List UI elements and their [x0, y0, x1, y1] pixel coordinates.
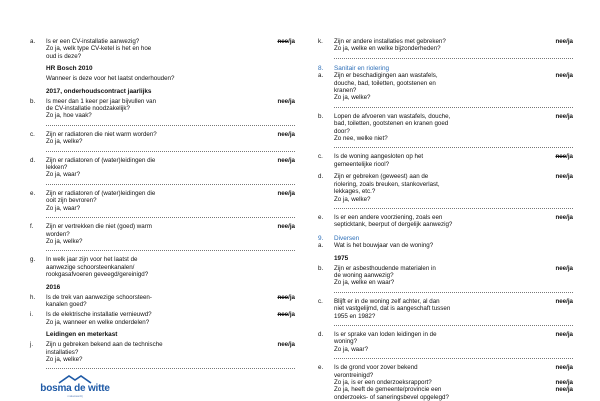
year-answer: 1975: [334, 254, 349, 262]
answer-nee-ja: nee/ja: [277, 293, 295, 301]
answer-line: [46, 179, 295, 185]
year-answer: 2016: [46, 283, 61, 291]
answer-line: [46, 146, 295, 152]
answer-nee-ja: nee/ja: [277, 38, 295, 45]
question-beschadigingen: a. Zijn er beschadigingen aan wastafels, douche, bad, toiletten, gootstenen en kranen? Zo ja, welke? nee/ja: [318, 72, 573, 102]
answer-nee-ja: nee/ja: [555, 72, 573, 80]
answer-nee-ja: nee/ja nee/ja nee/ja: [555, 364, 573, 394]
question-riool: c. Is de woning aangesloten op het gemeentelijke riool? nee/ja: [318, 153, 573, 168]
question-bevroren: e. Zijn er radiatoren of (water)leidingen die ooit zijn bevroren? Zo ja, waar? nee/ja: [30, 189, 295, 212]
answer-line: [334, 102, 573, 108]
question-asbest: b. Zijn er asbesthoudende materialen in de woning aanwezig? Zo ja, welke en waar? nee/ja: [318, 264, 573, 287]
answer-nee-ja: nee/ja: [277, 97, 295, 105]
question-gebreken-installaties: j. Zijn u gebreken bekend aan de technische installaties? Zo ja, welke? nee/ja: [30, 341, 295, 363]
question-1955-1982: c. Blijft er in de woning zelf achter, al dan niet vastgelijmd, dat is aangeschaft tussen 1955 en 1982? nee/ja: [318, 297, 573, 320]
answer-nee-ja: nee/ja: [277, 189, 295, 197]
question-riolering-gebreken: d. Zijn er gebreken (geweest) aan de riolering, zoals breuken, stankoverlast, lekkages, etc.? Zo ja, welke? nee/ja: [318, 173, 573, 203]
question-radiatoren-warm: c. Zijn er radiatoren die niet warm worden? Zo ja, welke? nee/ja: [30, 130, 295, 146]
answer-nee-ja: nee/ja: [555, 173, 573, 181]
question-bijvullen: b. Is meer dan 1 keer per jaar bijvullen van de CV-installatie noodzakelijk? Zo ja, hoe vaak? nee/ja: [30, 97, 295, 120]
answer-nee-ja: nee/ja: [555, 297, 573, 305]
answer-line: [334, 142, 573, 148]
company-logo: [20, 374, 130, 398]
answer-nee-ja: nee/ja: [277, 130, 295, 138]
answer-nee-ja: nee/ja: [277, 156, 295, 164]
question-bouwjaar: a. Wat is het bouwjaar van de woning?: [318, 242, 434, 250]
answer-line: [46, 245, 295, 251]
left-column: [30, 38, 295, 374]
answer-line: [46, 120, 295, 126]
section-diversen: 9. Diversen: [318, 234, 360, 242]
answer-line: [46, 212, 295, 218]
answer-line: [334, 53, 573, 59]
section-leidingen: Leidingen en meterkast: [46, 331, 118, 339]
question-elektrisch: i. Is de elektrische installatie vernieuwd? Zo ja, wanneer en welke onderdelen? nee/ja: [30, 311, 295, 326]
answer-nee-ja: nee/ja: [555, 330, 573, 338]
hr-answer: 2017, onderhoudscontract jaarlijks: [46, 87, 152, 95]
question-septictank: e. Is er een andere voorziening, zoals een septicktank, beerput of dergelijk aanwezig? nee/ja: [318, 213, 573, 229]
question-grond-verontreinigd: e. Is de grond voor zover bekend verontreinigd? Zo ja, is er een onderzoeksrapport? Zo ja, heeft de gemeente/provincie een onderzoeks- of saneringsbevel opgelegd? nee/ja nee/ja nee/ja: [318, 364, 573, 401]
section-sanitair: 8. Sanitair en riolering: [318, 64, 390, 72]
answer-nee-ja: nee/ja: [555, 213, 573, 221]
question-loden-leidingen: d. Is er sprake van loden leidingen in de woning? Zo ja, waar? nee/ja: [318, 330, 573, 353]
question-cv-installatie: a. Is er een CV-installatie aanwezig? Zo ja, welk type CV-ketel is het en hoe oud is deze? nee/ja: [30, 38, 295, 60]
answer-nee-ja: nee/ja: [555, 264, 573, 272]
answer-nee-ja: nee/ja: [277, 223, 295, 231]
answer-line: [334, 287, 573, 293]
hr-question: Wanneer is deze voor het laatst onderhouden?: [46, 75, 175, 83]
right-column: [318, 38, 573, 401]
question-vertrekken: f. Zijn er vertrekken die niet (goed) warm worden? Zo ja, welke? nee/ja: [30, 223, 295, 245]
answer-nee-ja: nee/ja: [555, 112, 573, 120]
question-schoorsteen-jaar: g. In welk jaar zijn voor het laatst de aanwezige schoorsteenkanalen/ rookgasafvoeren geveegd/gereinigd?: [30, 256, 149, 279]
answer-nee-ja: nee/ja: [277, 311, 295, 319]
question-radiatoren-lekken: d. Zijn er radiatoren of (water)leidingen die lekken? Zo ja, waar? nee/ja: [30, 156, 295, 179]
answer-line: [46, 363, 295, 369]
answer-line: [334, 353, 573, 359]
answer-nee-ja: nee/ja: [277, 341, 295, 349]
answer-line: [334, 203, 573, 209]
answer-nee-ja: nee/ja: [555, 153, 573, 161]
question-trek: h. Is de trek van aanwezige schoorsteen- kanalen goed? nee/ja: [30, 293, 295, 308]
logo-tagline: makelaardij: [67, 394, 83, 398]
hr-title: HR Bosch 2010: [46, 65, 93, 73]
question-afvoeren: b. Lopen de afvoeren van wastafels, douche, bad, toiletten, gootstenen en kranen goed door? Zo nee, welke niet? nee/ja: [318, 112, 573, 143]
logo-name: bosma de witte: [40, 383, 110, 394]
answer-line: [334, 320, 573, 326]
answer-nee-ja: nee/ja: [555, 38, 573, 45]
question-andere-installaties: k. Zijn er andere installaties met gebreken? Zo ja, welke en welke bijzonderheden? nee/ja: [318, 38, 573, 53]
